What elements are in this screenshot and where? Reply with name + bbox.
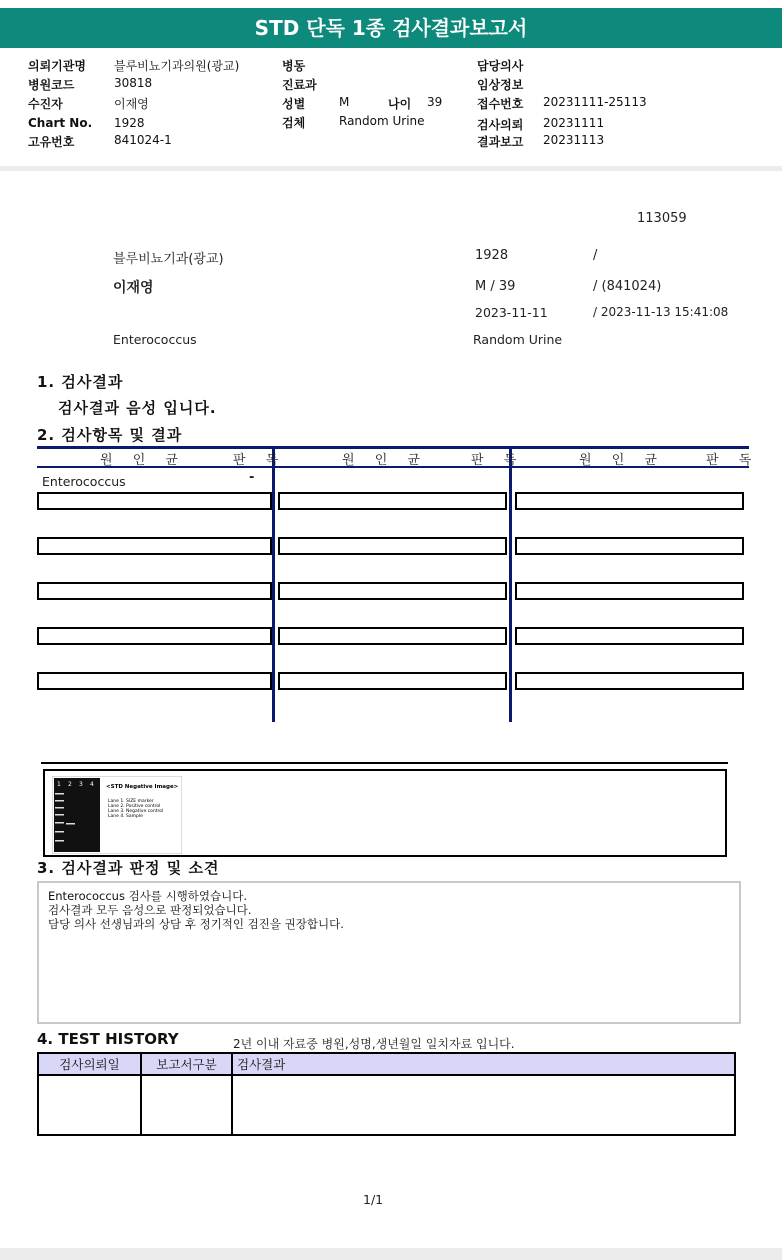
page-number: 1/1 bbox=[363, 1192, 384, 1207]
result-cell bbox=[278, 672, 507, 690]
result-cell bbox=[37, 492, 272, 510]
gel-top-rule bbox=[41, 762, 728, 764]
col-reading-1: 판 독 bbox=[233, 453, 287, 468]
label-ward: 병동 bbox=[282, 59, 306, 73]
result-reading: - bbox=[249, 470, 255, 485]
result-pathogen: Enterococcus bbox=[42, 474, 126, 489]
opinion-line-1: Enterococcus 검사를 시행하였습니다. bbox=[48, 889, 247, 903]
value-receipt-no: 20231111-25113 bbox=[543, 95, 647, 109]
report-code: 113059 bbox=[637, 211, 687, 226]
result-cell bbox=[278, 627, 507, 645]
result-cell bbox=[515, 537, 744, 555]
gel-lane-number-1: 1 bbox=[57, 781, 61, 788]
history-cell bbox=[232, 1075, 735, 1135]
result-cell bbox=[515, 627, 744, 645]
result-cell bbox=[278, 537, 507, 555]
header-info bbox=[0, 48, 782, 167]
label-receipt-no: 접수번호 bbox=[477, 97, 524, 111]
result-cell bbox=[37, 537, 272, 555]
gel-lane-number-3: 3 bbox=[79, 781, 83, 788]
value-unique-no: 841024-1 bbox=[114, 133, 172, 147]
page-bottom-band bbox=[0, 1248, 782, 1260]
value-report-date: 20231113 bbox=[543, 133, 605, 147]
label-institution: 의뢰기관명 bbox=[28, 59, 86, 73]
header-separator bbox=[0, 166, 782, 171]
gel-legend-2: Lane 2. Positive control bbox=[108, 804, 161, 809]
label-patient: 수진자 bbox=[28, 97, 63, 111]
label-sex: 성별 bbox=[282, 97, 306, 111]
label-department: 진료과 bbox=[282, 78, 317, 92]
value-sex: M bbox=[339, 95, 350, 109]
report-title: STD 단독 1종 검사결과보고서 bbox=[0, 8, 782, 48]
value-institution: 블루비뇨기과의원(광교) bbox=[114, 59, 240, 73]
history-table bbox=[37, 1052, 736, 1136]
label-doctor: 담당의사 bbox=[477, 59, 524, 73]
col-reading-2: 판 독 bbox=[471, 453, 525, 468]
value-hospital-code: 30818 bbox=[114, 76, 153, 90]
value-patient: 이재영 bbox=[114, 97, 149, 111]
opinion-box bbox=[37, 881, 741, 1024]
gel-legend-4: Lane 4. Sample bbox=[108, 814, 143, 819]
result-cell bbox=[37, 627, 272, 645]
result-cell bbox=[278, 582, 507, 600]
info-report-datetime: / 2023-11-13 15:41:08 bbox=[593, 305, 729, 319]
history-cell bbox=[141, 1075, 232, 1135]
section4-title: 4. TEST HISTORY bbox=[37, 1030, 179, 1048]
info-slash: / bbox=[593, 248, 598, 263]
gel-image-box bbox=[43, 769, 727, 857]
label-unique-no: 고유번호 bbox=[28, 135, 75, 149]
results-column-divider-1 bbox=[272, 446, 275, 722]
label-report-date: 결과보고 bbox=[477, 135, 524, 149]
col-reading-3: 판 독 bbox=[706, 453, 760, 468]
result-cell bbox=[37, 672, 272, 690]
section1-title: 1. 검사결과 bbox=[37, 373, 124, 391]
label-chart-no: Chart No. bbox=[28, 116, 93, 130]
gel-legend-1: Lane 1. SIZE marker bbox=[108, 799, 154, 804]
clinic-name: 블루비뇨기과(광교) bbox=[113, 252, 224, 267]
opinion-line-2: 검사결과 모두 음성으로 판정되었습니다. bbox=[48, 903, 252, 917]
sex-age: M / 39 bbox=[475, 279, 516, 294]
col-pathogen-1: 원 인 균 bbox=[100, 453, 186, 468]
result-cell bbox=[515, 492, 744, 510]
gel-image bbox=[52, 776, 182, 854]
col-pathogen-2: 원 인 균 bbox=[342, 453, 428, 468]
value-request-date: 20231111 bbox=[543, 116, 605, 130]
gel-title: <STD Negative Image> bbox=[106, 784, 179, 790]
result-cell bbox=[37, 582, 272, 600]
value-chart-no: 1928 bbox=[114, 116, 145, 130]
patient-name: 이재영 bbox=[113, 280, 154, 296]
opinion-line-3: 담당 의사 선생님과의 상담 후 정기적인 검진을 권장합니다. bbox=[48, 917, 344, 931]
birth-date: / (841024) bbox=[593, 279, 662, 294]
col-pathogen-3: 원 인 균 bbox=[579, 453, 665, 468]
history-col-request-date: 검사의뢰일 bbox=[38, 1053, 141, 1075]
info-request-date: 2023-11-11 bbox=[475, 305, 548, 320]
gel-legend-3: Lane 3. Negative control bbox=[108, 809, 164, 814]
test-name: Enterococcus bbox=[113, 332, 197, 347]
value-specimen: Random Urine bbox=[339, 114, 425, 128]
history-col-result: 검사결과 bbox=[232, 1053, 735, 1075]
gel-lane-number-2: 2 bbox=[68, 781, 72, 788]
section2-title: 2. 검사항목 및 결과 bbox=[37, 426, 183, 444]
label-age: 나이 bbox=[388, 97, 412, 111]
value-age: 39 bbox=[427, 95, 443, 109]
info-chart-no: 1928 bbox=[475, 248, 509, 263]
section3-title: 3. 검사결과 판정 및 소견 bbox=[37, 859, 220, 877]
section1-summary: 검사결과 음성 입니다. bbox=[58, 399, 217, 417]
info-specimen: Random Urine bbox=[473, 332, 563, 347]
result-cell bbox=[515, 672, 744, 690]
history-empty-row bbox=[38, 1075, 735, 1135]
gel-lane-number-4: 4 bbox=[90, 781, 94, 788]
label-hospital-code: 병원코드 bbox=[28, 78, 75, 92]
history-cell bbox=[38, 1075, 141, 1135]
label-request-date: 검사의뢰 bbox=[477, 118, 524, 132]
results-column-divider-2 bbox=[509, 446, 512, 722]
history-col-report-type: 보고서구분 bbox=[141, 1053, 232, 1075]
section4-note: 2년 이내 자료중 병원,성명,생년월일 일치자료 입니다. bbox=[233, 1037, 515, 1051]
result-cell bbox=[278, 492, 507, 510]
label-specimen: 검체 bbox=[282, 116, 306, 130]
label-clinical-info: 임상정보 bbox=[477, 78, 524, 92]
result-cell bbox=[515, 582, 744, 600]
history-header-row bbox=[38, 1053, 735, 1075]
